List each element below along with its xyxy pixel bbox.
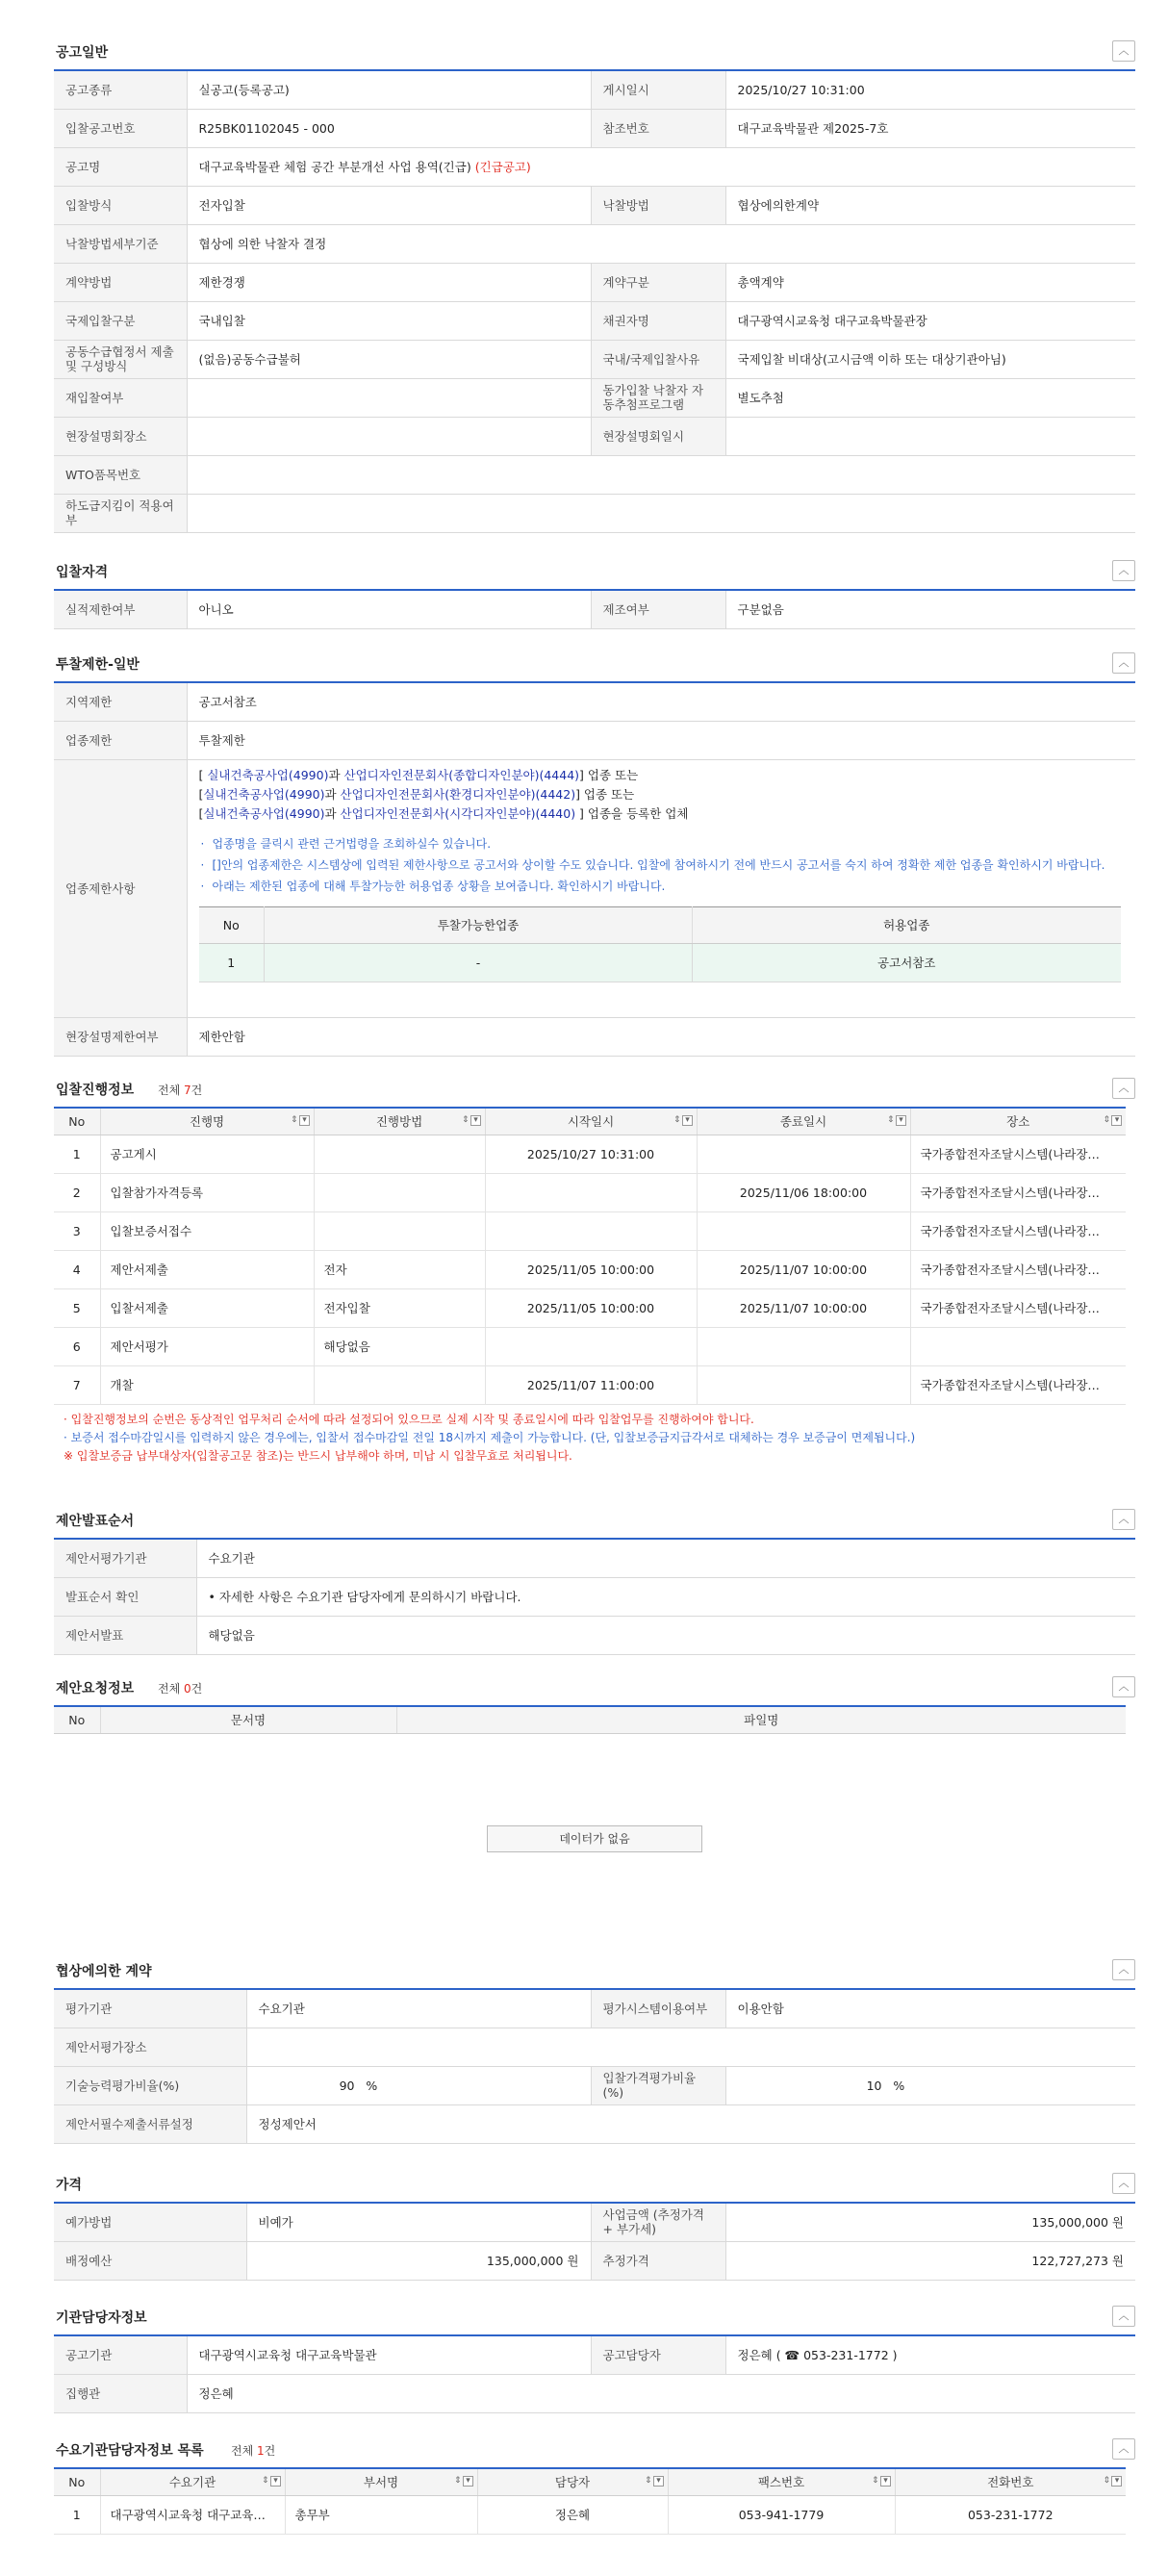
cell: 2 (54, 1173, 100, 1211)
cell: 국가종합전자조달시스템(나라장… (910, 1173, 1126, 1211)
label: 공고담당자 (591, 2335, 725, 2374)
sort-filter-icon[interactable]: ⇕ ▾ (673, 1115, 693, 1126)
section-title: 공고일반 (56, 45, 109, 61)
value: 국제입찰 비대상(고시금액 이하 또는 대상기관아님) (725, 340, 1135, 378)
table-row (54, 1135, 1126, 1173)
label: 국제입찰구분 (54, 301, 187, 340)
value (187, 417, 591, 455)
total-count (158, 1680, 202, 1696)
cell (314, 1365, 485, 1404)
label: 제안서필수제출서류설정 (54, 2104, 246, 2143)
industry-detail-cell (187, 759, 1135, 1017)
value-text: 자세한 사항은 수요기관 담당자에게 문의하시기 바랍니다. (218, 1590, 521, 1604)
cell: 입찰보증서접수 (100, 1211, 314, 1250)
section-title: 제안발표순서 (56, 1514, 135, 1529)
chevron-up-icon[interactable]: ︿ (1112, 1959, 1135, 1980)
cell (314, 1211, 485, 1250)
cell (910, 1327, 1126, 1365)
value: 135,000,000 원 (725, 2203, 1135, 2241)
conj: 과 (324, 786, 341, 802)
suffix: ] 업종 또는 (579, 767, 639, 782)
cell: 5 (54, 1288, 100, 1327)
value: 제한안함 (187, 1017, 1135, 1056)
header-label: 장소 (1006, 1114, 1030, 1130)
section-header (54, 31, 1135, 69)
sort-filter-icon[interactable]: ⇕ ▾ (887, 1115, 906, 1126)
label: 공고종류 (54, 70, 187, 109)
industry-lines (199, 766, 1129, 824)
chevron-up-icon[interactable]: ︿ (1112, 1509, 1135, 1530)
section-progress (54, 1068, 1135, 1466)
presentation-order-table (54, 1538, 1135, 1655)
cell (485, 1211, 697, 1250)
value: 제한경쟁 (187, 263, 591, 301)
label: 평가시스템이용여부 (591, 1989, 725, 2028)
conj: 과 (324, 805, 341, 821)
sort-filter-icon[interactable]: ⇕ ▾ (1103, 1115, 1122, 1126)
section-header (54, 550, 1135, 589)
sort-filter-icon[interactable]: ⇕ ▾ (291, 1115, 310, 1126)
column-header: 허용업종 (693, 906, 1121, 943)
value: 구분없음 (725, 590, 1135, 628)
sort-filter-icon[interactable]: ⇕ ▾ (1103, 2476, 1122, 2487)
column-header[interactable] (485, 1108, 697, 1135)
table-row (54, 1365, 1126, 1404)
label: 입찰가격평가비율(%) (591, 2066, 725, 2104)
label: 현장설명제한여부 (54, 1017, 187, 1056)
industry-link[interactable]: 산업디자인전문회사(환경디자인분야)(4442) (340, 786, 576, 802)
cell (697, 1135, 910, 1173)
column-header: 파일명 (396, 1706, 1126, 1733)
bracket: [ (198, 767, 208, 782)
label: 실적제한여부 (54, 590, 187, 628)
value: 협상에 의한 낙찰자 결정 (187, 224, 1135, 263)
cell: 2025/11/05 10:00:00 (485, 1288, 697, 1327)
chevron-up-icon[interactable]: ︿ (1112, 1676, 1135, 1697)
cell: - (265, 943, 693, 982)
suffix: ] 업종을 등록한 업체 (575, 805, 689, 821)
value: 수요기관 (246, 1989, 591, 2028)
header-label: 담당자 (554, 2475, 591, 2490)
column-header[interactable] (910, 1108, 1126, 1135)
cell: 7 (54, 1365, 100, 1404)
table-row (54, 1288, 1126, 1327)
label: 게시일시 (591, 70, 725, 109)
label: 채권자명 (591, 301, 725, 340)
sort-filter-icon[interactable]: ⇕ ▾ (872, 2476, 891, 2487)
ratio-value: 10 (866, 2078, 882, 2093)
note-text: 입찰진행정보의 순번은 동상적인 업무처리 순서에 따라 설정되어 있으므로 실제 시작 및 종료일시에 따라 입찰업무를 진행하여야 합니다. (70, 1412, 754, 1426)
header-label: 전화번호 (987, 2475, 1034, 2490)
table-row (54, 1327, 1126, 1365)
value: 국내입찰 (187, 301, 591, 340)
section-header (54, 2163, 1135, 2202)
negotiation-table (54, 1988, 1135, 2144)
label: 계약구분 (591, 263, 725, 301)
cell: 제안서제출 (100, 1250, 314, 1288)
header-label: 진행방법 (375, 1114, 423, 1130)
urgent-badge: (긴급공고) (474, 160, 531, 174)
notice-item: · 업종명을 클릭시 관련 근거법령을 조회하실수 있습니다. (199, 833, 1129, 854)
cell: 2025/11/05 10:00:00 (485, 1250, 697, 1288)
suffix: ] 업종 또는 (575, 786, 635, 802)
industry-line (199, 785, 1129, 804)
section-title: 기관담당자정보 (56, 2310, 147, 2326)
bracket: [ (198, 786, 204, 802)
column-header[interactable] (697, 1108, 910, 1135)
qualification-table (54, 589, 1135, 629)
table-row (54, 1211, 1126, 1250)
section-presentation-order (54, 1499, 1135, 1655)
column-header (54, 1108, 100, 1135)
label: 하도급지킴이 적용여부 (54, 494, 187, 532)
count-prefix: 전체 (158, 1682, 184, 1696)
section-price (54, 2163, 1135, 2281)
cell: 국가종합전자조달시스템(나라장… (910, 1288, 1126, 1327)
notice-item: · 아래는 제한된 업종에 대해 투찰가능한 허용업종 상황을 보여줍니다. 확인하시기 바랍니다. (199, 876, 1129, 897)
column-header (54, 2468, 100, 2495)
value (187, 494, 1135, 532)
label: 집행관 (54, 2374, 187, 2412)
label: 제조여부 (591, 590, 725, 628)
cell: 2025/11/06 18:00:00 (697, 1173, 910, 1211)
label: 입찰방식 (54, 186, 187, 224)
bid-limit-table (54, 681, 1135, 1057)
cell (314, 1135, 485, 1173)
section-header (54, 2429, 1135, 2467)
section-title: 입찰진행정보 (56, 1083, 135, 1098)
label: 배정예산 (54, 2241, 246, 2280)
cell: 1 (54, 2495, 100, 2534)
value: 실공고(등록공고) (187, 70, 591, 109)
label: 추정가격 (591, 2241, 725, 2280)
proposal-docs-table (54, 1705, 1126, 1734)
cell: 2025/11/07 11:00:00 (485, 1365, 697, 1404)
label: 사업금액 (추정가격 + 부가세) (591, 2203, 725, 2241)
value: 총액계약 (725, 263, 1135, 301)
count-suffix: 건 (264, 2444, 276, 2458)
value: 정은혜 (187, 2374, 1135, 2412)
note: · 입찰진행정보의 순번은 동상적인 업무처리 순서에 따라 설정되어 있으므로 실제 시작 및 종료일시에 따라 입찰업무를 진행하여야 합니다. (63, 1412, 754, 1426)
chevron-up-icon[interactable]: ︿ (1112, 2306, 1135, 2327)
cell (697, 1365, 910, 1404)
count-suffix: 건 (190, 1682, 203, 1696)
sort-filter-icon[interactable]: ⇕ ▾ (645, 2476, 664, 2487)
value: 수요기관 (196, 1539, 1135, 1577)
progress-table (54, 1107, 1126, 1405)
label: 지역제한 (54, 682, 187, 721)
column-header: No (54, 1706, 100, 1733)
label: 제안서평가장소 (54, 2028, 246, 2066)
section-title: 입찰자격 (56, 565, 109, 580)
notice-item: · []안의 업종제한은 시스템상에 입력된 제한사항으로 공고서와 상이할 수도 있습니다. 입찰에 참여하시기 전에 반드시 공고서를 숙지 하여 정확한 제한 업종을 확인하시기 바랍니다. (199, 854, 1129, 876)
cell: 2025/11/07 10:00:00 (697, 1288, 910, 1327)
section-general (54, 31, 1135, 533)
column-header[interactable] (314, 1108, 485, 1135)
chevron-up-icon[interactable]: ︿ (1112, 40, 1135, 62)
section-header (54, 1667, 1135, 1705)
cell: 6 (54, 1327, 100, 1365)
cell: 국가종합전자조달시스템(나라장… (910, 1365, 1126, 1404)
value: 122,727,273 원 (725, 2241, 1135, 2280)
section-header (54, 2296, 1135, 2334)
cell: 4 (54, 1250, 100, 1288)
cell: 053-231-1772 (895, 2495, 1126, 2534)
chevron-up-icon[interactable]: ︿ (1112, 1078, 1135, 1099)
cell (697, 1211, 910, 1250)
cell: 2025/10/27 10:31:00 (485, 1135, 697, 1173)
value: 비예가 (246, 2203, 591, 2241)
value: 전자입찰 (187, 186, 591, 224)
allowed-industry-table (199, 906, 1121, 982)
notice-name (187, 147, 1135, 186)
cell: 053-941-1779 (668, 2495, 895, 2534)
industry-link[interactable]: 실내건축공사업(4990) (207, 767, 329, 782)
value: 대구교육박물관 제2025-7호 (725, 109, 1135, 147)
sort-filter-icon[interactable]: ⇕ ▾ (462, 1115, 481, 1126)
column-header[interactable] (895, 2468, 1126, 2495)
sort-filter-icon[interactable]: ⇕ ▾ (454, 2476, 473, 2487)
table-row (54, 1250, 1126, 1288)
header-label: No (68, 2474, 86, 2489)
cell: 입찰참가자격등록 (100, 1173, 314, 1211)
header-label: 진행명 (189, 1114, 225, 1130)
label: 공고명 (54, 147, 187, 186)
cell: 제안서평가 (100, 1327, 314, 1365)
label: WTO품목번호 (54, 455, 187, 494)
industry-link[interactable]: 산업디자인전문회사(시각디자인분야)(4440) (340, 805, 576, 821)
industry-link[interactable]: 산업디자인전문회사(종합디자인분야)(4444) (343, 767, 580, 782)
industry-link[interactable]: 실내건축공사업(4990) (203, 786, 325, 802)
note-text: 보증서 접수마감일시를 입력하지 않은 경우에는, 입찰서 접수마감일 전일 18시까지 제출이 가능합니다. (단, 입찰보증금지급각서로 대체하는 경우 보증금이 면제됩니다.) (70, 1430, 916, 1444)
note: · 보증서 접수마감일시를 입력하지 않은 경우에는, 입찰서 접수마감일 전일 18시까지 제출이 가능합니다. (단, 입찰보증금지급각서로 대체하는 경우 보증금이 면제됩니다.) (63, 1430, 916, 1444)
column-header: No (199, 906, 265, 943)
section-title: 협상에의한 계약 (56, 1964, 152, 1979)
value: 별도추첨 (725, 378, 1135, 417)
section-header (54, 1950, 1135, 1988)
label: 발표순서 확인 (54, 1577, 196, 1616)
label: 제안서발표 (54, 1616, 196, 1654)
conj: 과 (328, 767, 344, 782)
cell: 개찰 (100, 1365, 314, 1404)
column-header[interactable] (100, 2468, 285, 2495)
section-title: 투찰제한-일반 (56, 657, 140, 673)
count-number: 0 (184, 1682, 191, 1696)
value: 협상에의한계약 (725, 186, 1135, 224)
ratio-value: 90 (339, 2078, 355, 2093)
section-proposal-docs (54, 1667, 1135, 1846)
value: 대구광역시교육청 대구교육박물관장 (725, 301, 1135, 340)
section-header (54, 1068, 1135, 1107)
label: 현장설명회일시 (591, 417, 725, 455)
column-header[interactable] (285, 2468, 477, 2495)
industry-line (199, 766, 1129, 785)
value: 정은혜 ( ☎ 053-231-1772 ) (725, 2335, 1135, 2374)
label: 낙찰방법 (591, 186, 725, 224)
total-count (231, 2442, 275, 2459)
value: 대구광역시교육청 대구교육박물관 (187, 2335, 591, 2374)
cell (697, 1327, 910, 1365)
value: 2025/10/27 10:31:00 (725, 70, 1135, 109)
label: 제안서평가기관 (54, 1539, 196, 1577)
empty-message: 데이터가 없음 (487, 1825, 702, 1852)
value (246, 2066, 591, 2104)
count-number: 1 (257, 2444, 265, 2458)
chevron-up-icon[interactable]: ︿ (1112, 560, 1135, 581)
notice-list (199, 833, 1129, 897)
cell: 국가종합전자조달시스템(나라장… (910, 1250, 1126, 1288)
column-header[interactable] (668, 2468, 895, 2495)
header-label: 부서명 (363, 2475, 399, 2490)
count-prefix: 전체 (158, 1084, 184, 1097)
section-header (54, 643, 1135, 681)
label: 입찰공고번호 (54, 109, 187, 147)
label: 기술능력평가비율(%) (54, 2066, 246, 2104)
header-label: 수요기관 (168, 2475, 216, 2490)
cell: 대구광역시교육청 대구교육… (100, 2495, 285, 2534)
cell: 2025/11/07 10:00:00 (697, 1250, 910, 1288)
section-demand-contacts (54, 2429, 1135, 2535)
header-label: 종료일시 (779, 1114, 827, 1130)
label: 평가기관 (54, 1989, 246, 2028)
label: 업종제한 (54, 721, 187, 759)
column-header: 투찰가능한업종 (265, 906, 693, 943)
count-prefix: 전체 (231, 2444, 257, 2458)
cell: 정은혜 (477, 2495, 668, 2534)
cell (485, 1173, 697, 1211)
cell: 3 (54, 1211, 100, 1250)
label: 예가방법 (54, 2203, 246, 2241)
value: 공고서참조 (187, 682, 1135, 721)
cell (485, 1327, 697, 1365)
industry-line (199, 804, 1129, 824)
bracket: [ (198, 805, 204, 821)
value (187, 378, 591, 417)
value: 아니오 (187, 590, 591, 628)
chevron-up-icon[interactable]: ︿ (1112, 2173, 1135, 2194)
cell: 전자입찰 (314, 1288, 485, 1327)
section-title: 가격 (56, 2178, 83, 2193)
industry-link[interactable]: 실내건축공사업(4990) (203, 805, 325, 821)
label: 참조번호 (591, 109, 725, 147)
section-negotiation (54, 1950, 1135, 2144)
table-row (54, 1173, 1126, 1211)
note: ※ 입찰보증금 납부대상자(입찰공고문 참조)는 반드시 납부해야 하며, 미납 시 입찰무효로 처리됩니다. (63, 1448, 572, 1463)
cell: 입찰서제출 (100, 1288, 314, 1327)
label: 재입찰여부 (54, 378, 187, 417)
label: 업종제한사항 (54, 759, 187, 1017)
header-label: No (68, 1113, 86, 1129)
label: 동가입찰 낙찰자 자동추첨프로그램 (591, 378, 725, 417)
chevron-up-icon[interactable]: ︿ (1112, 652, 1135, 674)
section-agency-contact (54, 2296, 1135, 2413)
value: • 자세한 사항은 수요기관 담당자에게 문의하시기 바랍니다. (196, 1577, 1135, 1616)
value: R25BK01102045 - 000 (187, 109, 591, 147)
sort-filter-icon[interactable]: ⇕ ▾ (262, 2476, 281, 2487)
value (725, 2066, 1135, 2104)
value: 135,000,000 원 (246, 2241, 591, 2280)
section-title: 제안요청정보 (56, 1681, 135, 1696)
value (187, 455, 1135, 494)
cell: 전자 (314, 1250, 485, 1288)
label: 계약방법 (54, 263, 187, 301)
price-table (54, 2202, 1135, 2281)
label: 공동수급협정서 제출 및 구성방식 (54, 340, 187, 378)
table-row (54, 2495, 1126, 2534)
section-bid-limit (54, 643, 1135, 1057)
section-header (54, 1499, 1135, 1538)
column-header[interactable] (100, 1108, 314, 1135)
label: 현장설명회장소 (54, 417, 187, 455)
label: 국내/국제입찰사유 (591, 340, 725, 378)
header-label: 팩스번호 (757, 2475, 805, 2490)
progress-notes (54, 1411, 1135, 1466)
chevron-up-icon[interactable]: ︿ (1112, 2438, 1135, 2460)
header-label: 시작일시 (567, 1114, 615, 1130)
cell: 1 (54, 1135, 100, 1173)
demand-contacts-table (54, 2467, 1126, 2535)
cell: 공고서참조 (693, 943, 1121, 982)
value: (없음)공동수급불허 (187, 340, 591, 378)
section-title: 수요기관담당자정보 목록 (56, 2443, 204, 2459)
cell: 국가종합전자조달시스템(나라장… (910, 1135, 1126, 1173)
value: 이용안함 (725, 1989, 1135, 2028)
notice-name-text: 대구교육박물관 체험 공간 부분개선 사업 용역(긴급) (198, 160, 471, 174)
label: 공고기관 (54, 2335, 187, 2374)
value: 정성제안서 (246, 2104, 1135, 2143)
cell: 국가종합전자조달시스템(나라장… (910, 1211, 1126, 1250)
section-qualification (54, 550, 1135, 629)
value (246, 2028, 1135, 2066)
ratio-unit: % (893, 2078, 905, 2093)
ratio-unit: % (366, 2078, 378, 2093)
column-header[interactable] (477, 2468, 668, 2495)
general-table (54, 69, 1135, 533)
count-suffix: 건 (190, 1084, 203, 1097)
cell: 해당없음 (314, 1327, 485, 1365)
value (725, 417, 1135, 455)
agency-table (54, 2334, 1135, 2413)
value: 투찰제한 (187, 721, 1135, 759)
total-count (158, 1082, 202, 1098)
cell: 1 (199, 943, 265, 982)
column-header: 문서명 (100, 1706, 396, 1733)
label: 낙찰방법세부기준 (54, 224, 187, 263)
value: 해당없음 (196, 1616, 1135, 1654)
cell: 총무부 (285, 2495, 477, 2534)
cell: 공고게시 (100, 1135, 314, 1173)
count-number: 7 (184, 1084, 191, 1097)
cell (314, 1173, 485, 1211)
